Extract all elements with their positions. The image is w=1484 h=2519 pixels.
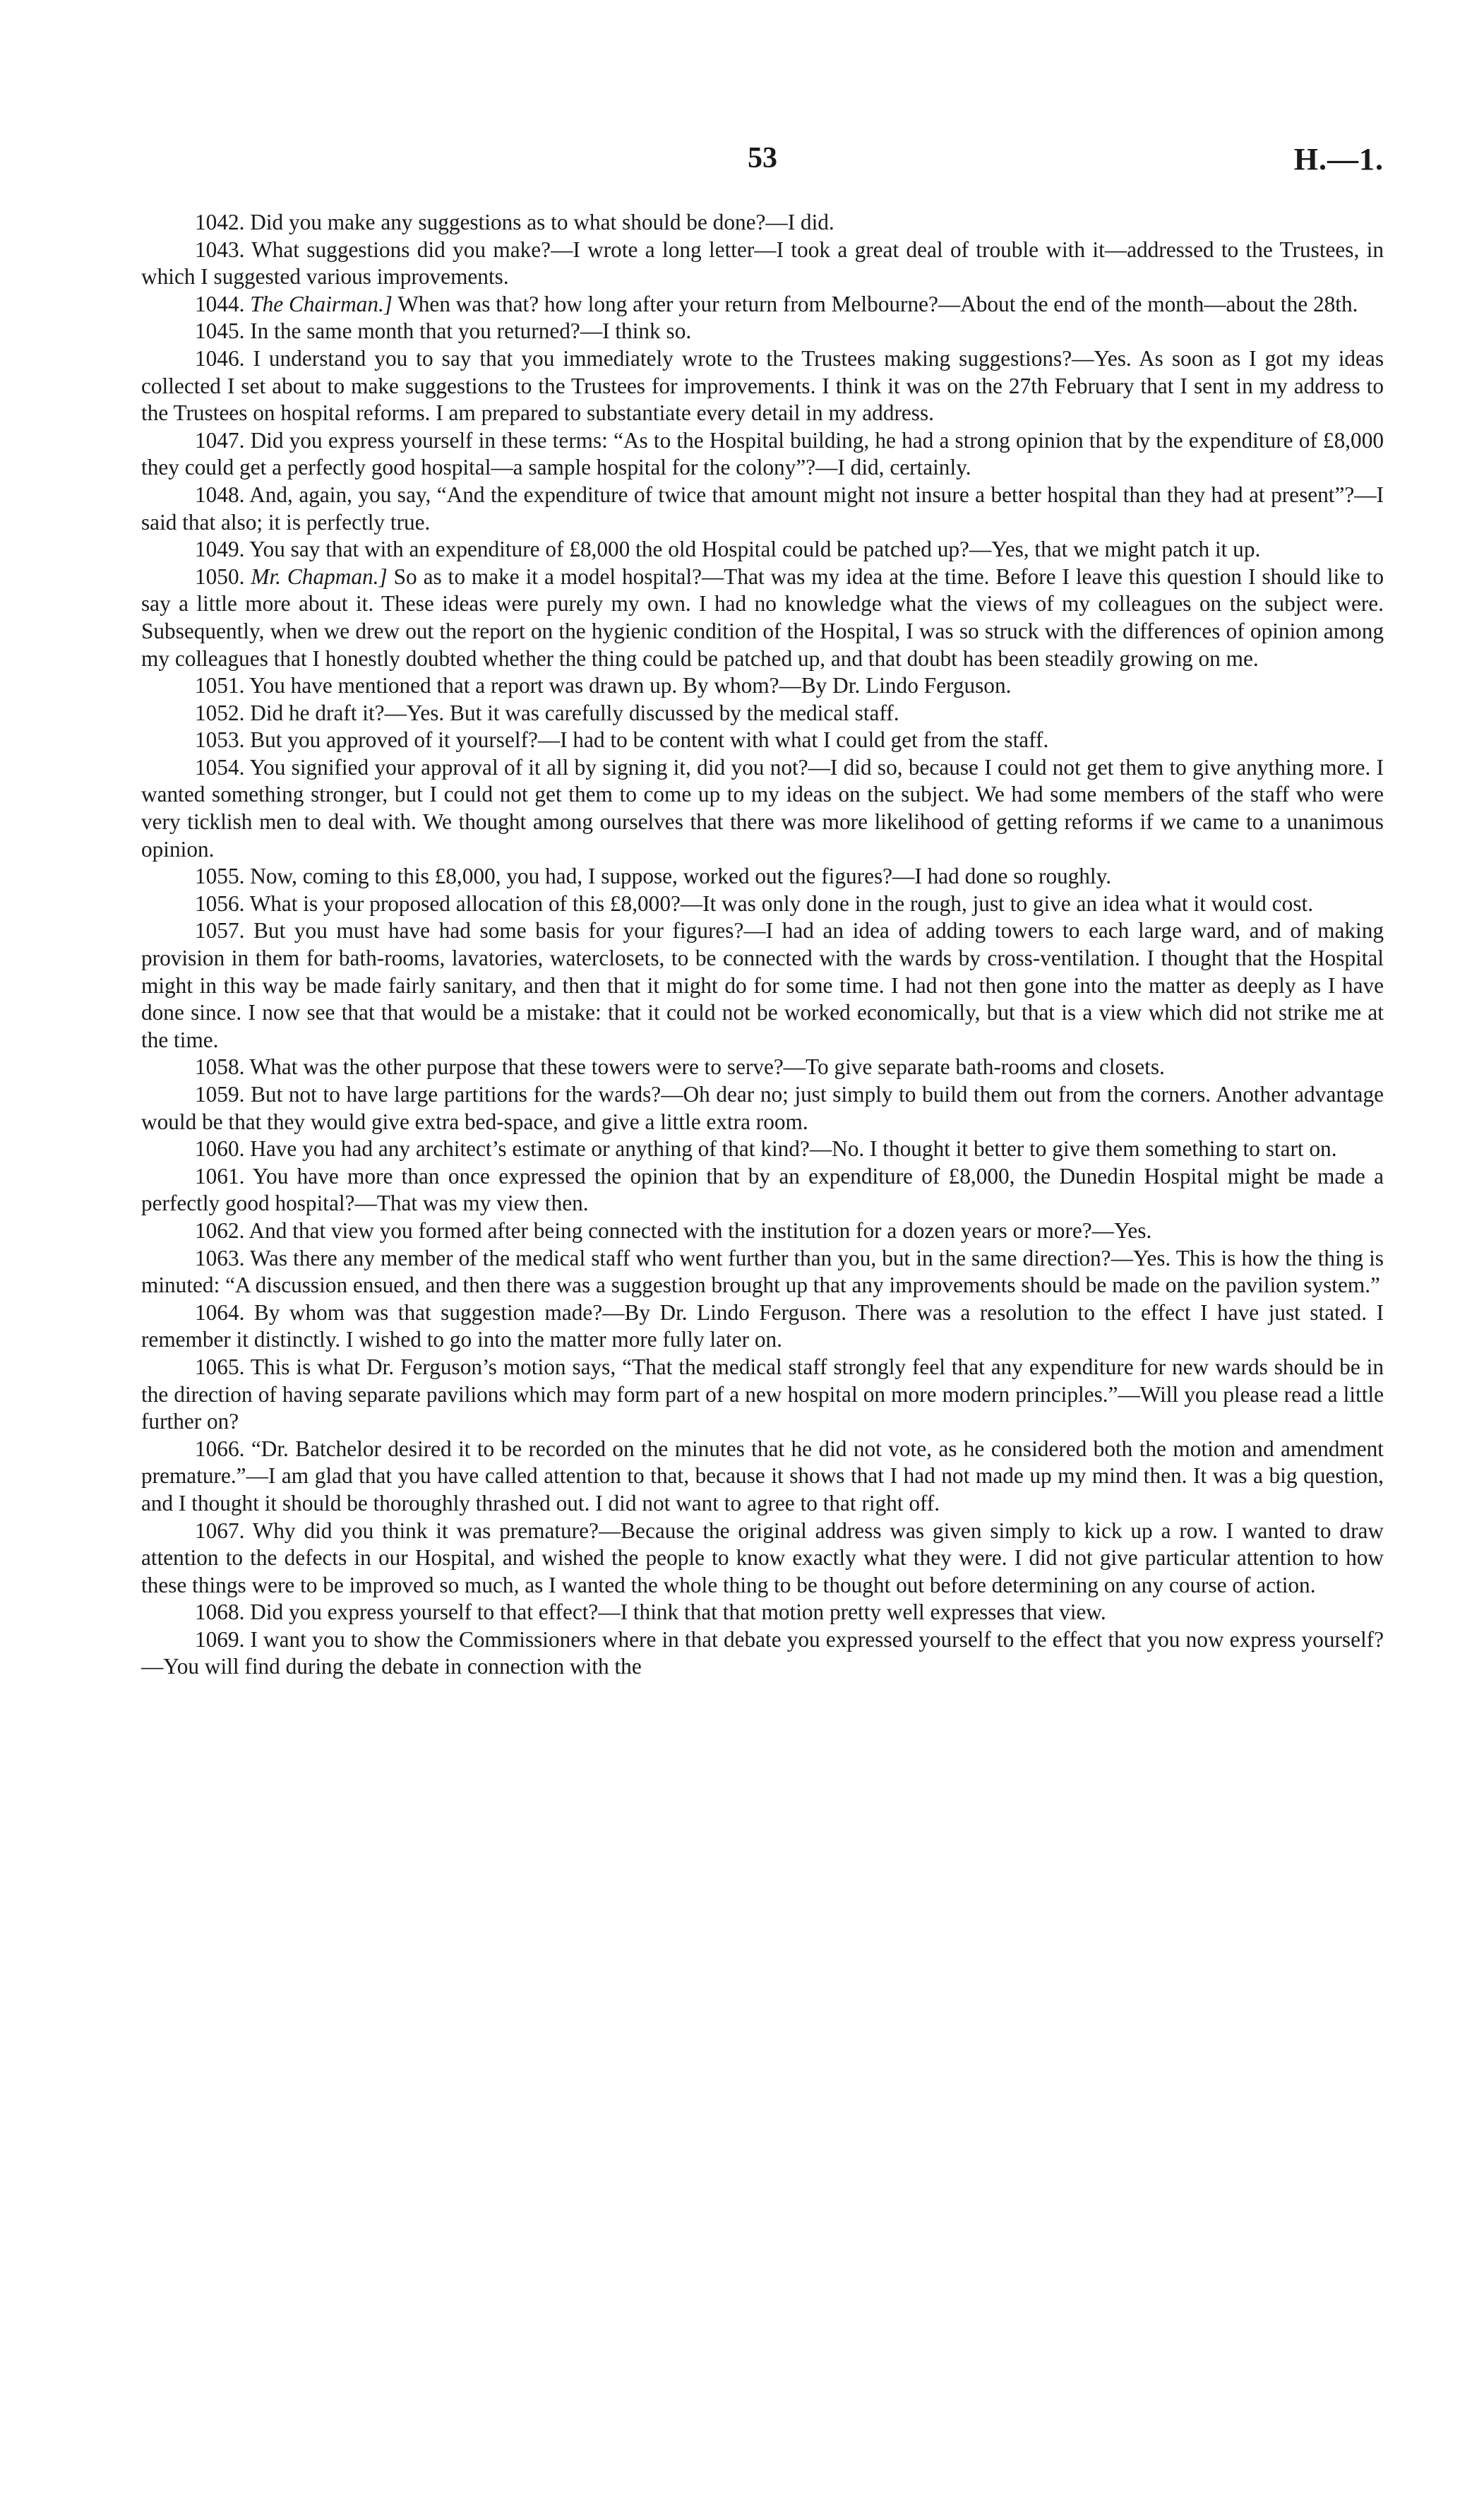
question-number: 1069. bbox=[195, 1626, 245, 1652]
question-number: 1045. bbox=[195, 318, 245, 344]
paragraph-text: Did you make any suggestions as to what should be done?—I did. bbox=[250, 210, 834, 234]
question-number: 1049. bbox=[195, 537, 245, 562]
question-number: 1060. bbox=[195, 1136, 245, 1162]
question-number: 1044. bbox=[195, 291, 245, 316]
testimony-paragraph bbox=[141, 209, 1384, 237]
testimony-paragraph bbox=[141, 427, 1384, 482]
testimony-paragraph bbox=[141, 564, 1384, 672]
paragraph-text: But you approved of it yourself?—I had to be content with what I could get from the staff. bbox=[250, 727, 1049, 753]
paragraph-text: Did you express yourself to that effect?—I think that that motion pretty well expresses that view. bbox=[250, 1600, 1106, 1625]
question-number: 1068. bbox=[195, 1600, 245, 1625]
question-number: 1050. bbox=[195, 564, 245, 589]
paragraph-text: What suggestions did you make?—I wrote a long letter—I took a great deal of trouble with it—addressed to the Trustees, in which I suggested various improvements. bbox=[141, 237, 1384, 290]
question-number: 1043. bbox=[195, 237, 245, 262]
paragraph-text: You say that with an expenditure of £8,000 the old Hospital could be patched up?—Yes, that we might patch it up. bbox=[249, 537, 1261, 562]
paragraph-text: You have mentioned that a report was drawn up. By whom?—By Dr. Lindo Ferguson. bbox=[249, 673, 1012, 698]
paragraph-text: This is what Dr. Ferguson’s motion says, “That the medical staff strongly feel that any expenditure for new wards should be in the direction of having separate pavilions which may form part of a new hospital on more modern principles.”—Will you please read a little further on? bbox=[141, 1354, 1384, 1434]
testimony-paragraph bbox=[141, 1599, 1384, 1626]
question-number: 1058. bbox=[195, 1054, 245, 1080]
paragraph-text: Have you had any architect’s estimate or anything of that kind?—No. I thought it better to give them something to start on. bbox=[250, 1136, 1337, 1162]
paragraph-text: And that view you formed after being connected with the institution for a dozen years or more?—Yes. bbox=[249, 1217, 1152, 1243]
testimony-paragraph bbox=[141, 917, 1384, 1054]
testimony-paragraph bbox=[141, 536, 1384, 564]
paragraph-text: Did he draft it?—Yes. But it was carefully discussed by the medical staff. bbox=[250, 700, 899, 725]
testimony-paragraph bbox=[141, 891, 1384, 918]
paragraph-text: What was the other purpose that these towers were to serve?—To give separate bath-rooms and closets. bbox=[249, 1054, 1165, 1080]
paragraph-text: Did you express yourself in these terms: “As to the Hospital building, he had a strong opinion that by the expenditure of £8,000 they could get a perfectly good hospital—a sample hospital for the colony”?—I did, certainly. bbox=[141, 427, 1384, 480]
testimony-paragraph bbox=[141, 1217, 1384, 1245]
paragraph-text: Why did you think it was premature?—Because the original address was given simply to kick up a row. I wanted to draw attention to the defects in our Hospital, and wished the people to know exactly what they were. I did not give particular attention to how these things were to be improved so much, as I wanted the whole thing to be thought out before determining on any course of action. bbox=[141, 1518, 1384, 1597]
question-number: 1052. bbox=[195, 700, 245, 725]
testimony-paragraph bbox=[141, 1626, 1384, 1681]
paragraph-text: When was that? how long after your return from Melbourne?—About the end of the month—about the 28th. bbox=[397, 291, 1358, 316]
body-text bbox=[141, 209, 1384, 1681]
testimony-paragraph bbox=[141, 1436, 1384, 1518]
question-number: 1055. bbox=[195, 864, 245, 889]
paragraph-text: You have more than once expressed the opinion that by an expenditure of £8,000, the Dunedin Hospital might be made a perfectly good hospital?—That was my view then. bbox=[141, 1163, 1384, 1216]
question-number: 1067. bbox=[195, 1518, 245, 1543]
paragraph-text: In the same month that you returned?—I think so. bbox=[250, 318, 692, 344]
paragraph-text: By whom was that suggestion made?—By Dr. Lindo Ferguson. There was a resolution to the effect I have just stated. I remember it distinctly. I wished to go into the matter more fully later on. bbox=[141, 1299, 1384, 1352]
testimony-paragraph bbox=[141, 672, 1384, 700]
testimony-paragraph bbox=[141, 1136, 1384, 1163]
question-number: 1042. bbox=[195, 210, 245, 234]
testimony-paragraph bbox=[141, 700, 1384, 727]
paragraph-text: I want you to show the Commissioners where in that debate you expressed yourself to the effect that you now express yourself?—You will find during the debate in connection with the bbox=[141, 1626, 1384, 1679]
paragraph-text: And, again, you say, “And the expenditure of twice that amount might not insure a better hospital than they had at present”?—I said that also; it is perfectly true. bbox=[141, 482, 1384, 535]
paragraph-text: Now, coming to this £8,000, you had, I suppose, worked out the figures?—I had done so roughly. bbox=[250, 864, 1112, 889]
testimony-paragraph bbox=[141, 1163, 1384, 1217]
speaker-name: The Chairman.] bbox=[250, 291, 393, 316]
testimony-paragraph bbox=[141, 318, 1384, 345]
paragraph-text: So as to make it a model hospital?—That was my idea at the time. Before I leave this question I should like to say a little more about it. These ideas were purely my own. I had no knowledge what the views of my colleagues on the subject were. Subsequently, when we drew out the report on the hygienic condition of the Hospital, I was so struck with the differences of opinion among my colleagues that I honestly doubted whether the thing could be patched up, and that doubt has been steadily growing on me. bbox=[141, 564, 1384, 671]
question-number: 1056. bbox=[195, 891, 245, 916]
testimony-paragraph bbox=[141, 863, 1384, 891]
testimony-paragraph bbox=[141, 1518, 1384, 1600]
testimony-paragraph bbox=[141, 291, 1384, 318]
paragraph-text: “Dr. Batchelor desired it to be recorded on the minutes that he did not vote, as he considered both the motion and amendment premature.”—I am glad that you have called attention to that, because it shows that I had not made up my mind then. It was a big question, and I thought it should be thoroughly thrashed out. I did not want to agree to that right off. bbox=[141, 1436, 1384, 1515]
paragraph-text: You signified your approval of it all by signing it, did you not?—I did so, because I could not get them to give anything more. I wanted something stronger, but I could not get them to come up to my ideas on the subject. We had some members of the staff who were very ticklish men to deal with. We thought among ourselves that there was more likelihood of getting reforms if we came to a unanimous opinion. bbox=[141, 754, 1384, 862]
testimony-paragraph bbox=[141, 1299, 1384, 1354]
question-number: 1046. bbox=[195, 345, 245, 371]
question-number: 1061. bbox=[195, 1163, 245, 1189]
page-number: 53 bbox=[748, 142, 777, 174]
paragraph-text: What is your proposed allocation of this £8,000?—It was only done in the rough, just to give an idea what it would cost. bbox=[249, 891, 1314, 916]
testimony-paragraph bbox=[141, 1354, 1384, 1436]
question-number: 1051. bbox=[195, 673, 245, 698]
question-number: 1057. bbox=[195, 918, 245, 943]
question-number: 1059. bbox=[195, 1082, 245, 1107]
question-number: 1066. bbox=[195, 1436, 245, 1461]
speaker-name: Mr. Chapman.] bbox=[251, 564, 388, 589]
paragraph-text: But you must have had some basis for your figures?—I had an idea of adding towers to each large ward, and of making provision in them for bath-rooms, lavatories, waterclosets, to be connected with the wards by cross-ventilation. I thought that the Hospital might in this way be made fairly sanitary, and then that it might do for some time. I had not then gone into the matter as deeply as I have done since. I now see that that would be a mistake: that it could not be worked economically, but that is a view which did not strike me at the time. bbox=[141, 918, 1384, 1052]
paragraph-text: Was there any member of the medical staff who went further than you, but in the same direction?—Yes. This is how the thing is minuted: “A discussion ensued, and then there was a suggestion brought up that any improvements should be made on the pavilion system.” bbox=[141, 1245, 1384, 1298]
testimony-paragraph bbox=[141, 345, 1384, 427]
testimony-paragraph bbox=[141, 482, 1384, 536]
question-number: 1054. bbox=[195, 754, 245, 780]
testimony-paragraph bbox=[141, 727, 1384, 754]
question-number: 1047. bbox=[195, 427, 245, 453]
document-code: H.—1. bbox=[1293, 142, 1384, 177]
testimony-paragraph bbox=[141, 1081, 1384, 1136]
paragraph-text: I understand you to say that you immediately wrote to the Trustees making suggestions?—Yes. As soon as I got my ideas collected I set about to make suggestions to the Trustees for improvements. I think it was on the 27th February that I sent in my address to the Trustees on hospital reforms. I am prepared to substantiate every detail in my address. bbox=[141, 345, 1384, 426]
testimony-paragraph bbox=[141, 754, 1384, 863]
question-number: 1065. bbox=[195, 1354, 245, 1379]
question-number: 1063. bbox=[195, 1245, 245, 1270]
paragraph-text: But not to have large partitions for the wards?—Oh dear no; just simply to build them out from the corners. Another advantage would be that they would give extra bed-space, and give a little extra room. bbox=[141, 1082, 1384, 1134]
question-number: 1062. bbox=[195, 1217, 245, 1243]
question-number: 1064. bbox=[195, 1299, 245, 1325]
testimony-paragraph bbox=[141, 237, 1384, 291]
question-number: 1048. bbox=[195, 482, 245, 507]
testimony-paragraph bbox=[141, 1054, 1384, 1081]
testimony-paragraph bbox=[141, 1245, 1384, 1299]
question-number: 1053. bbox=[195, 727, 245, 753]
page-header bbox=[141, 141, 1384, 184]
